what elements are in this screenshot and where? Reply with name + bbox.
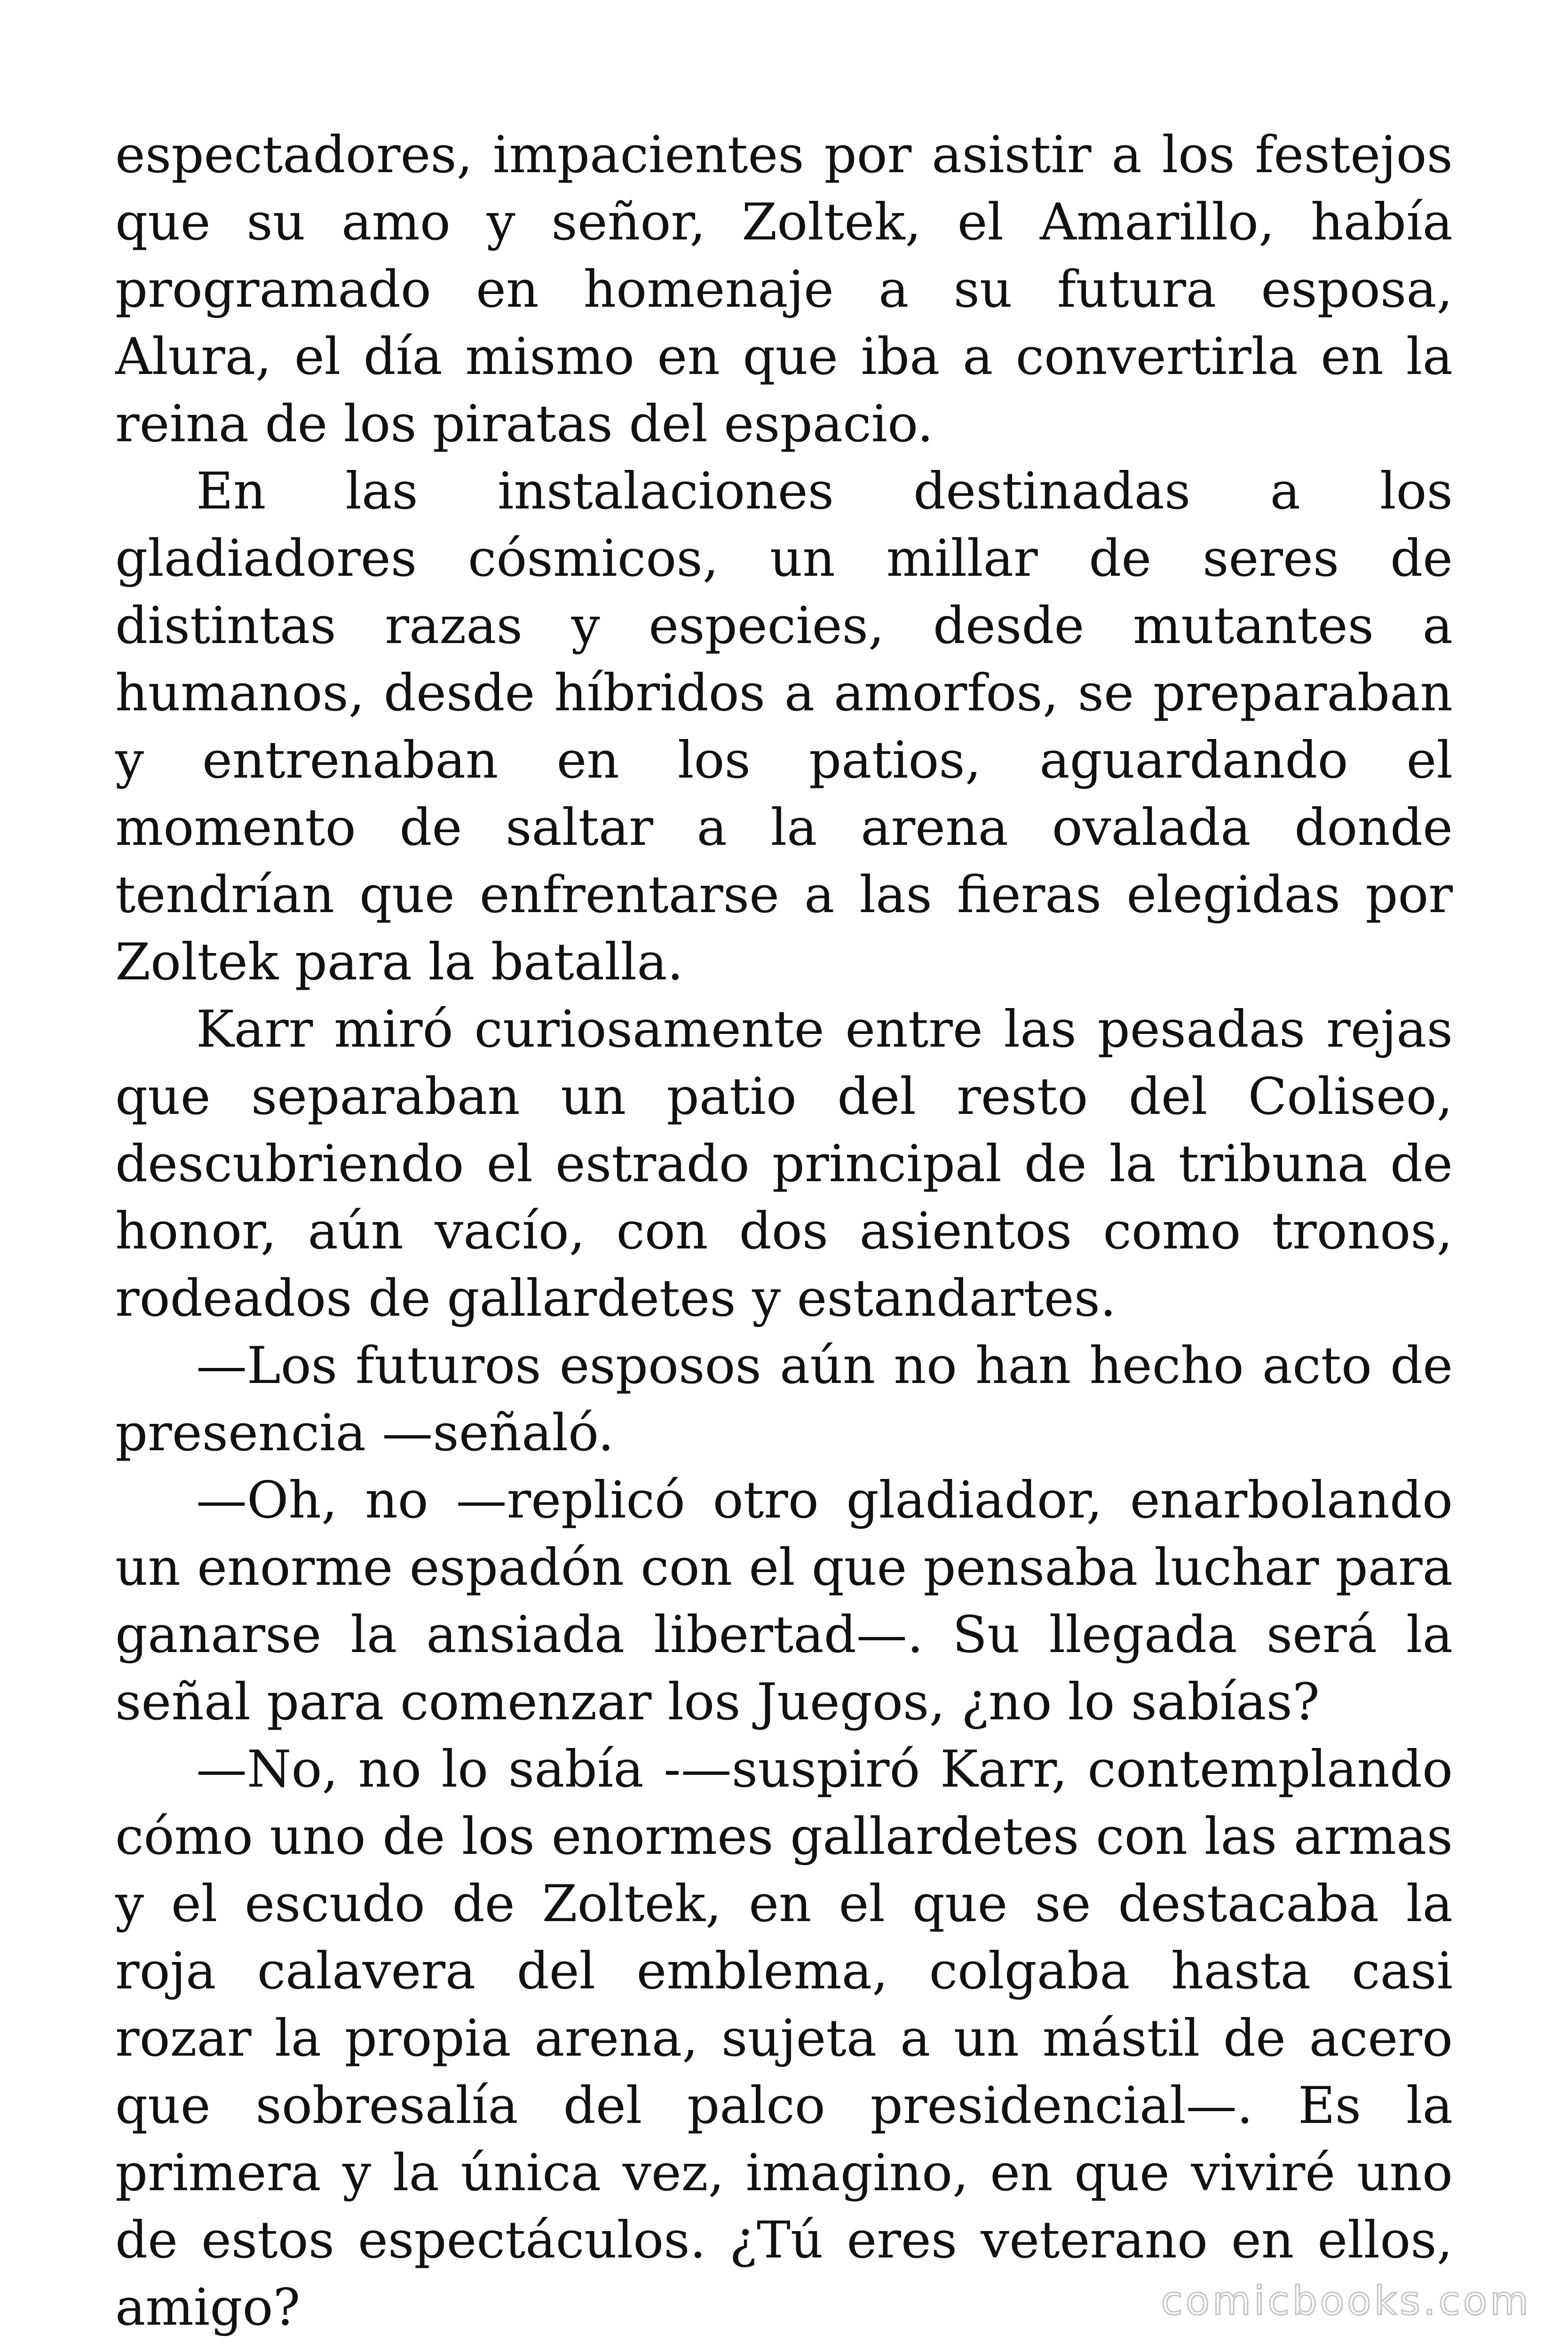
watermark: comicbooks.com [1161, 2278, 1531, 2324]
paragraph-3: Karr miró curiosamente entre las pesadas rejas que separaban un patio del resto del Coliseo, descubriendo el estrado principal de la tribuna de honor, aún vacío, con dos asientos como tronos, rodeados de gallardetes y estandartes. [115, 1000, 1453, 1328]
paragraph-1: espectadores, impacientes por asistir a los festejos que su amo y señor, Zoltek, el Amarillo, había programado en homenaje a su futura esposa, Alura, el día mismo en que iba a convertirla en la reina de los piratas del espacio. [115, 126, 1453, 453]
paragraph-6: —No, no lo sabía -—suspiró Karr, contemplando cómo uno de los enormes gallardetes con las armas y el escudo de Zoltek, en el que se destacaba la roja calavera del emblema, colgaba hasta casi rozar la propia arena, sujeta a un mástil de acero que sobresalía del palco presidencial—. Es la primera y la única vez, imagino, en que viviré uno de estos espectáculos. ¿Tú eres veterano en ellos, amigo? [115, 1740, 1453, 2337]
paragraph-5: —Oh, no —replicó otro gladiador, enarbolando un enorme espadón con el que pensaba luchar para ganarse la ansiada libertad—. Su llegada será la señal para comenzar los Juegos, ¿no lo sabías? [115, 1471, 1453, 1732]
paragraph-2: En las instalaciones destinadas a los gladiadores cósmicos, un millar de seres de distintas razas y especies, desde mutantes a humanos, desde híbridos a amorfos, se preparaban y entrenaban en los patios, aguardando el momento de saltar a la arena ovalada donde tendrían que enfrentarse a las fieras elegidas por Zoltek para la batalla. [115, 462, 1453, 992]
paragraph-4: —Los futuros esposos aún no han hecho acto de presencia —señaló. [115, 1336, 1453, 1462]
body-text [115, 121, 1453, 2341]
